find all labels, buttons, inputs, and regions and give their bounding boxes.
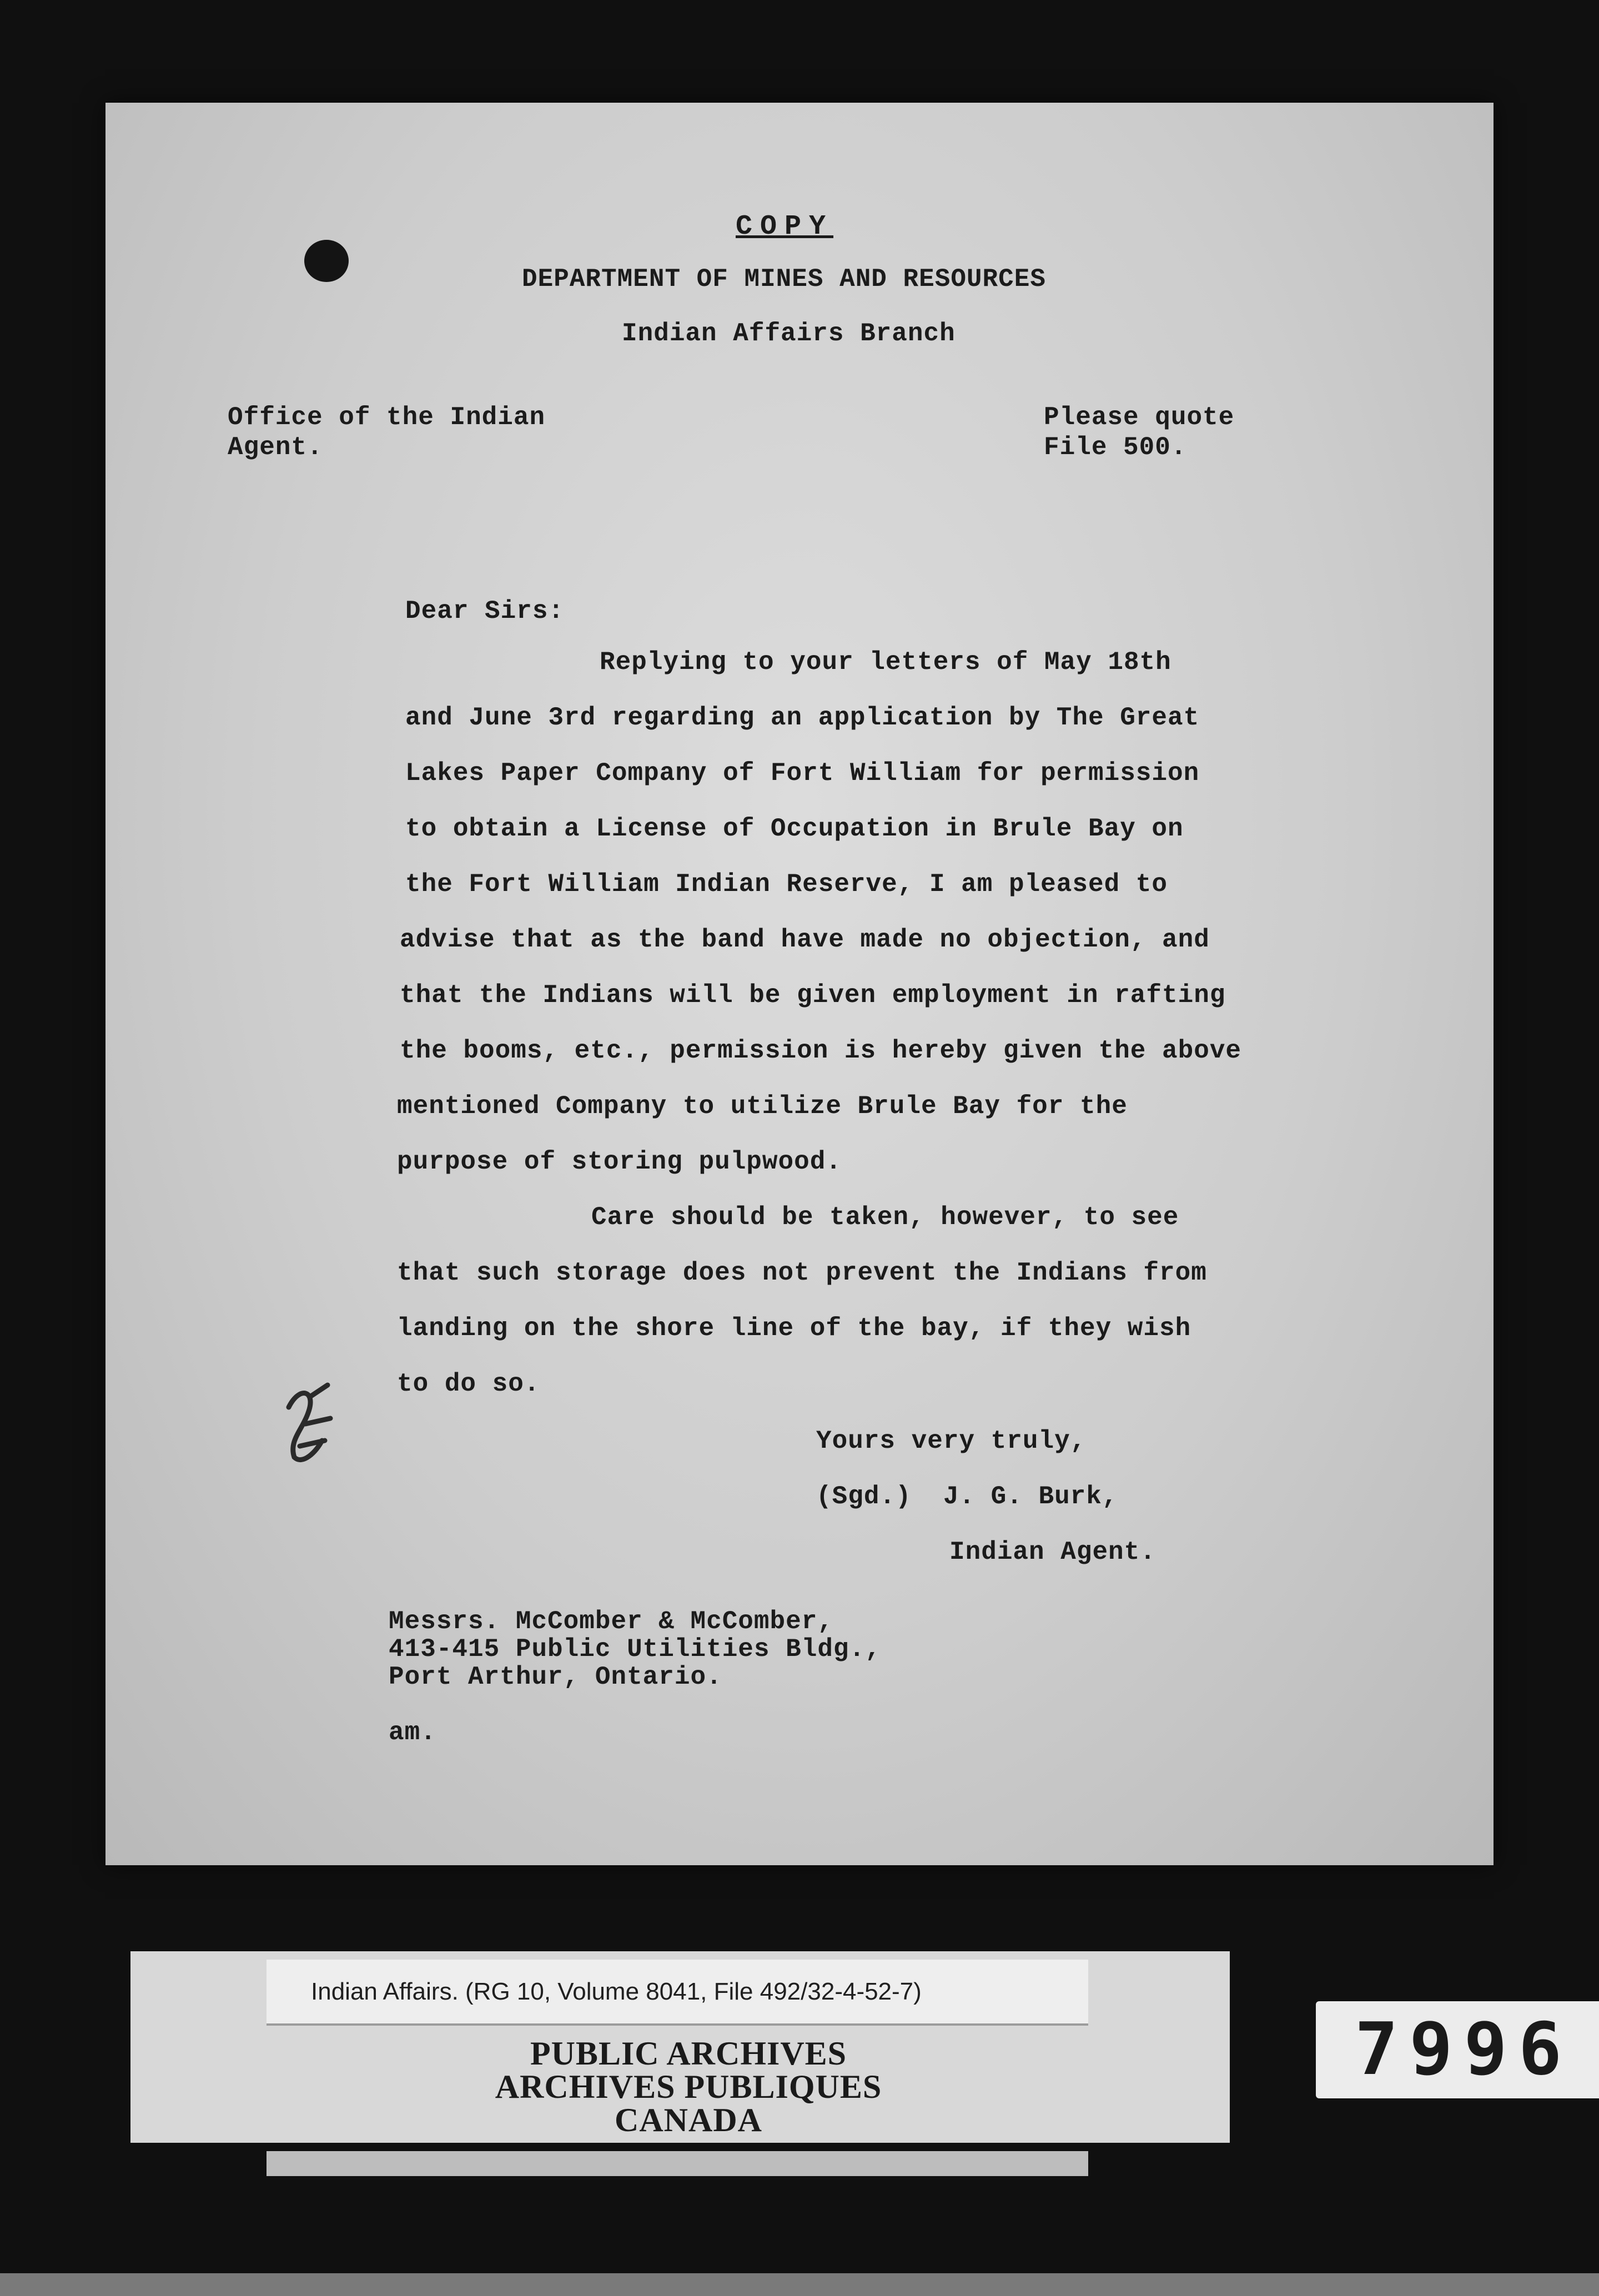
body-line: landing on the shore line of the bay, if they wish bbox=[397, 1314, 1191, 1343]
quote-line: Please quote bbox=[1044, 403, 1235, 432]
address-line: Messrs. McComber & McComber, bbox=[389, 1607, 833, 1636]
office-line: Agent. bbox=[228, 433, 323, 462]
branch-heading: Indian Affairs Branch bbox=[622, 319, 956, 348]
file-quote-block bbox=[1044, 402, 1234, 462]
punch-hole bbox=[304, 240, 349, 282]
frame-number: 7996 bbox=[1355, 2007, 1573, 2091]
signatory-title: Indian Agent. bbox=[949, 1538, 1156, 1567]
archive-name-line: CANADA bbox=[615, 2102, 762, 2138]
copy-heading: COPY bbox=[736, 211, 834, 243]
handwritten-margin-mark bbox=[278, 1374, 339, 1468]
body-line: Care should be taken, however, to see bbox=[591, 1203, 1179, 1232]
body-line: mentioned Company to utilize Brule Bay for the bbox=[397, 1092, 1128, 1121]
film-edge bbox=[0, 2273, 1599, 2296]
body-line: Lakes Paper Company of Fort William for permission bbox=[405, 759, 1200, 788]
typist-initials: am. bbox=[389, 1718, 436, 1747]
address-line: Port Arthur, Ontario. bbox=[389, 1663, 722, 1691]
valediction: Yours very truly, bbox=[816, 1427, 1087, 1456]
body-line: and June 3rd regarding an application by The Great bbox=[405, 703, 1200, 732]
body-line: that such storage does not prevent the Indians from bbox=[397, 1258, 1207, 1287]
office-line: Office of the Indian bbox=[228, 403, 546, 432]
archive-reference: Indian Affairs. (RG 10, Volume 8041, File 492/32-4-52-7) bbox=[311, 1978, 922, 2005]
body-line: to obtain a License of Occupation in Brule Bay on bbox=[405, 814, 1184, 843]
address-line: 413-415 Public Utilities Bldg., bbox=[389, 1635, 881, 1664]
body-line: that the Indians will be given employment in rafting bbox=[400, 981, 1226, 1010]
salutation: Dear Sirs: bbox=[405, 597, 565, 626]
label-bottom-strip bbox=[266, 2151, 1088, 2176]
quote-line: File 500. bbox=[1044, 433, 1187, 462]
body-line: the Fort William Indian Reserve, I am pleased to bbox=[405, 870, 1168, 899]
body-line: the booms, etc., permission is hereby given the above bbox=[400, 1036, 1242, 1065]
signature-line: (Sgd.) J. G. Burk, bbox=[816, 1482, 1118, 1511]
body-line: advise that as the band have made no objection, and bbox=[400, 925, 1210, 954]
body-line: purpose of storing pulpwood. bbox=[397, 1147, 842, 1176]
letter-page bbox=[105, 103, 1494, 1865]
body-line: Replying to your letters of May 18th bbox=[600, 648, 1171, 677]
office-block bbox=[228, 402, 545, 462]
department-heading: DEPARTMENT OF MINES AND RESOURCES bbox=[522, 265, 1046, 294]
archive-name-line: ARCHIVES PUBLIQUES bbox=[495, 2068, 882, 2105]
body-line: to do so. bbox=[397, 1369, 540, 1398]
archive-name-line: PUBLIC ARCHIVES bbox=[530, 2035, 847, 2072]
